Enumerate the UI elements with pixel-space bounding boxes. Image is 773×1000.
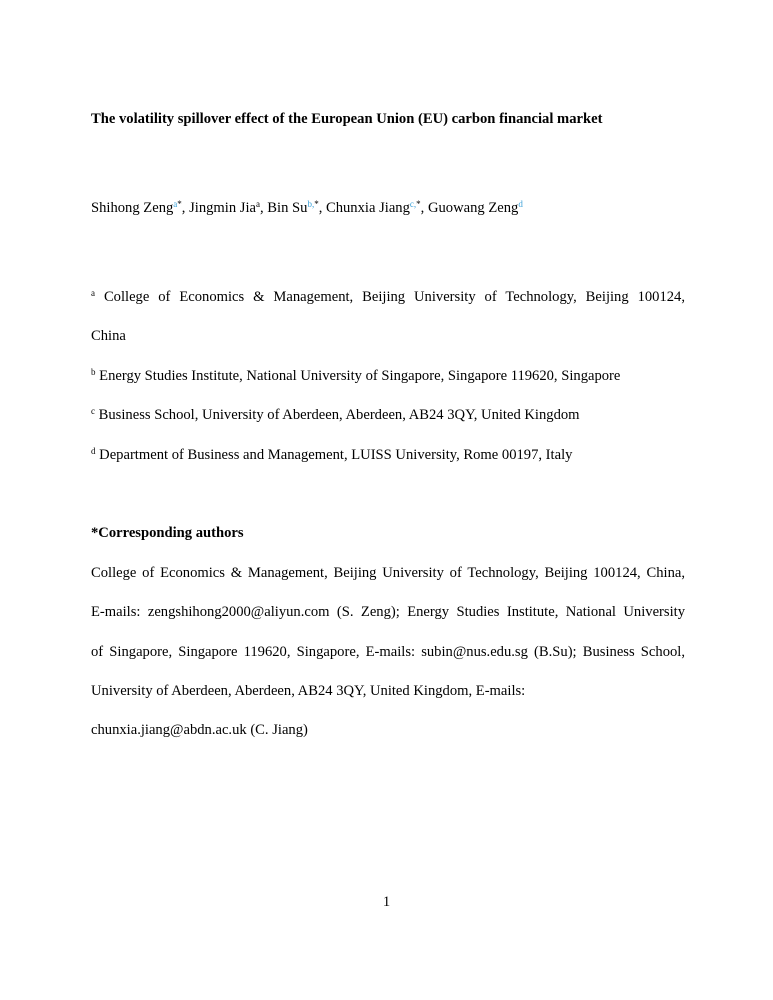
affiliation-text: College of Economics & Management, Beijing University of Technology, Beijing 100124, <box>103 289 685 305</box>
paper-title: The volatility spillover effect of the European Union (EU) carbon financial market <box>91 111 603 127</box>
corresponding-marker: * <box>177 199 182 209</box>
affiliation-b <box>91 367 620 385</box>
corresponding-marker: * <box>314 199 319 209</box>
corresponding-marker: * <box>416 199 421 209</box>
author-name: Chunxia Jiang <box>325 200 410 216</box>
author-name: Jingmin Jia <box>189 200 256 216</box>
page-number: 1 <box>382 894 391 910</box>
affiliation-marker: a <box>255 199 260 209</box>
corresponding-heading: *Corresponding authors <box>91 525 244 541</box>
affiliation-link[interactable]: a <box>173 199 178 209</box>
affiliation-c <box>91 406 580 424</box>
affiliation-link[interactable]: b, <box>307 199 315 209</box>
affiliation-marker: c <box>91 406 95 416</box>
affiliation-text: Energy Studies Institute, National University of Singapore, Singapore 119620, Singapore <box>99 368 621 384</box>
author-name: Bin Su <box>267 200 308 216</box>
author-separator: , <box>420 200 428 216</box>
corresponding-line: College of Economics & Management, Beijing University of Technology, Beijing 100124, China, <box>91 565 685 581</box>
corresponding-line: E-mails: zengshihong2000@aliyun.com (S. Zeng); Energy Studies Institute, National University <box>91 604 685 620</box>
author-name: Shihong Zeng <box>91 200 174 216</box>
affiliation-marker: a <box>91 288 95 298</box>
affiliation-text: Business School, University of Aberdeen, Aberdeen, AB24 3QY, United Kingdom <box>98 407 580 423</box>
author-separator: , <box>318 200 326 216</box>
author-separator: , <box>181 200 190 216</box>
corresponding-line: of Singapore, Singapore 119620, Singapore, E-mails: subin@nus.edu.sg (B.Su); Business School, <box>91 644 685 660</box>
affiliation-marker: b <box>91 367 96 377</box>
corresponding-line: chunxia.jiang@abdn.ac.uk (C. Jiang) <box>91 722 308 738</box>
affiliation-a <box>91 288 685 306</box>
corresponding-line: University of Aberdeen, Aberdeen, AB24 3QY, United Kingdom, E-mails: <box>91 683 526 699</box>
affiliation-text: Department of Business and Management, LUISS University, Rome 00197, Italy <box>99 447 573 463</box>
affiliation-d <box>91 446 572 464</box>
affiliation-marker: d <box>91 446 96 456</box>
author-separator: , <box>259 200 268 216</box>
affiliation-link[interactable]: c, <box>409 199 417 209</box>
affiliation-link[interactable]: d <box>518 199 523 209</box>
author-name: Guowang Zeng <box>427 200 519 216</box>
affiliation-a-continued: China <box>91 328 126 344</box>
author-list <box>91 199 523 217</box>
